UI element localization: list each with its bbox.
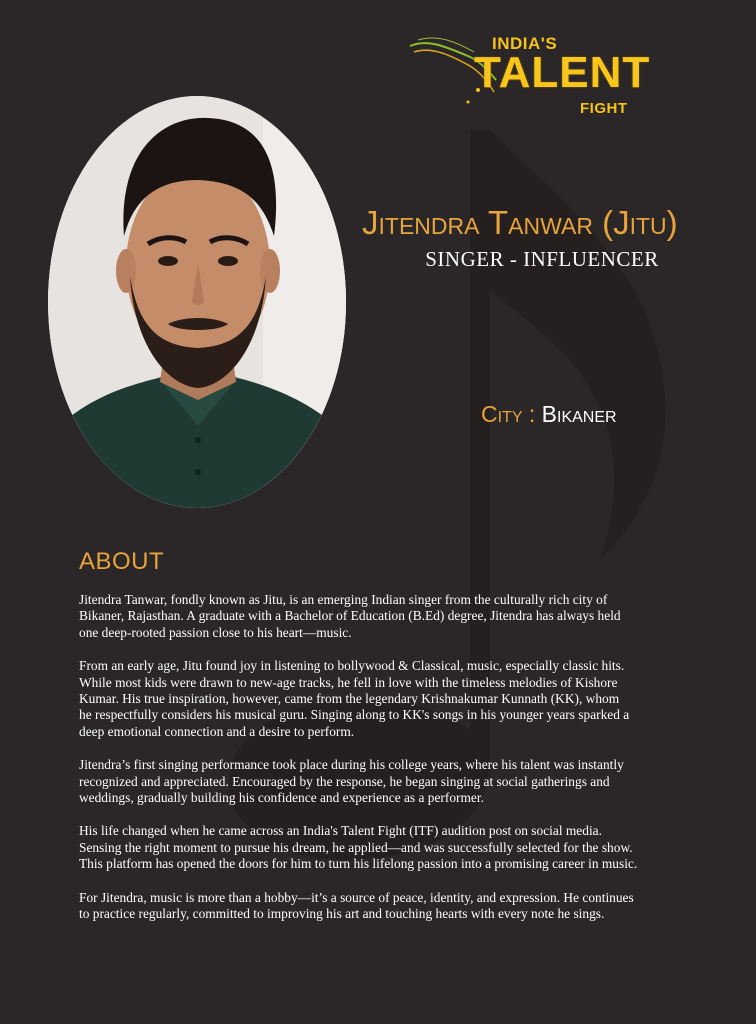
logo-line-2: TALENT — [474, 48, 651, 97]
city-value: Bikaner — [541, 401, 617, 427]
city-label: City : — [481, 401, 536, 427]
profile-role: SINGER - INFLUENCER — [425, 247, 659, 271]
about-heading: ABOUT — [79, 548, 165, 575]
portrait-illustration — [48, 96, 346, 508]
indias-talent-fight-logo — [408, 30, 651, 130]
about-paragraph-4: His life changed when he came across an India's Talent Fight (ITF) audition post on social media. Sensing the right moment to pursue his dream, he applied—and was successfully selected for the show. This platform has opened the doors for him to turn his lifelong passion into a promising career in music. — [79, 823, 638, 872]
about-body — [79, 592, 709, 940]
profile-city — [481, 401, 617, 428]
about-paragraph-2: From an early age, Jitu found joy in listening to bollywood & Classical, music, especially classic hits. While most kids were drawn to new-age tracks, he fell in love with the timeless melodies of Kishore Kumar. His true inspiration, however, came from the legendary Krishnakumar Kunnath (KK), whom he respectfully considers his musical guru. Singing along to KK's songs in his younger years sparked a deep emotional connection and a desire to perform. — [79, 658, 630, 739]
profile-name: Jitendra Tanwar (Jitu) — [362, 204, 678, 241]
about-paragraph-5: For Jitendra, music is more than a hobby—it’s a source of peace, identity, and expression. He continues to practice regularly, committed to improving his art and touching hearts with every note he sings. — [79, 889, 634, 922]
logo-line-3: FIGHT — [580, 100, 628, 117]
profile-photo — [48, 96, 346, 508]
logo-line-1: INDIA'S — [492, 34, 558, 53]
about-paragraph-3: Jitendra’s first singing performance took place during his college years, where his talent was instantly recognized and appreciated. Encouraged by the response, he began singing at social gatherings and weddings, gradually building his confidence and experience as a performer. — [79, 757, 624, 806]
about-paragraph-1: Jitendra Tanwar, fondly known as Jitu, is an emerging Indian singer from the culturally rich city of Bikaner, Rajasthan. A graduate with a Bachelor of Education (B.Ed) degree, Jitendra has always held one deep-rooted passion close to his heart—music. — [79, 592, 621, 640]
